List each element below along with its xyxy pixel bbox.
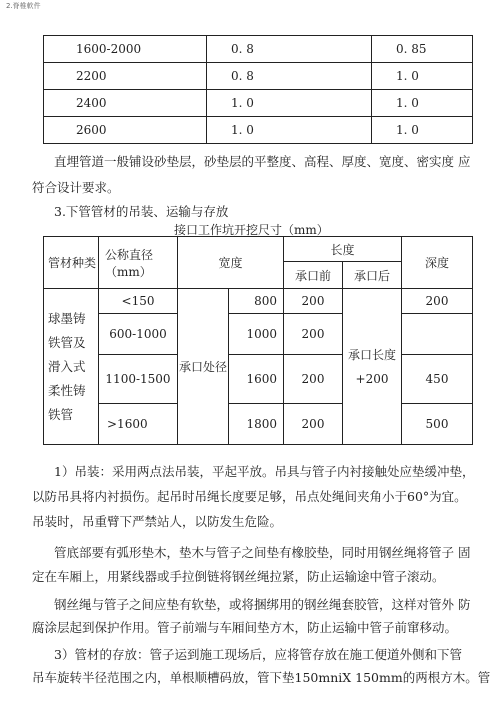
paragraph-line: 钢丝绳与管子之间应垫有软垫，或将捆绑用的钢丝绳套胶管，这样对管外 防	[54, 597, 471, 612]
before-cell: 200	[284, 404, 343, 445]
table-cell: 2200	[44, 63, 207, 90]
table-cell: 0. 8	[207, 63, 372, 90]
table-cell: 1. 0	[207, 90, 372, 117]
header-material: 管材种类	[44, 237, 99, 289]
table-row	[44, 63, 473, 90]
table-row	[44, 289, 473, 314]
paragraph-line: 管底部要有弧形垫木，垫木与管子之间垫有橡胶垫，同时用钢丝绳将管子 固	[54, 545, 471, 560]
section-title: 3.下管管材的吊装、运输与存放	[54, 204, 229, 219]
paragraph-line: 1）吊装：采用两点法吊装，平起平放。吊具与管子内衬接触处应垫缓冲垫，	[54, 464, 475, 479]
header-width: 宽度	[178, 237, 284, 289]
paragraph-line: 3）管材的存放：管子运到施工现场后，应将管存放在施工便道外侧和下管	[54, 647, 462, 662]
width-cell: 800	[229, 289, 284, 314]
paragraph-line: 符合设计要求。	[32, 180, 120, 195]
paragraph-line: 直埋管道一般铺设砂垫层，砂垫层的平整度、高程、厚度、宽度、密实度 应	[54, 154, 471, 169]
table-cell: 0. 85	[372, 36, 473, 63]
table-caption: 接口工作坑开挖尺寸（mm）	[174, 223, 329, 237]
page-header: 2.脊椎軟件	[6, 2, 41, 10]
table-row	[44, 117, 473, 144]
width-cell: 1800	[229, 404, 284, 445]
length-label: 承口长度+200	[343, 289, 402, 445]
table-cell: 2400	[44, 90, 207, 117]
paragraph-line: 定在车厢上，用紧线器或手拉倒链将钢丝绳拉紧，防止运输途中管子滚动。	[32, 569, 445, 584]
table-row	[44, 404, 473, 445]
material-desc: 球墨铸铁管及滑入式柔性铸铁管	[44, 289, 99, 445]
paragraph-line: 腐涂层起到保护作用。管子前端与车厢间垫方木，防止运输中管子前窜移动。	[32, 620, 458, 635]
depth-cell: 450	[402, 355, 473, 404]
width-label: 承口处径	[178, 289, 229, 445]
depth-cell: 500	[402, 404, 473, 445]
table-header-row	[44, 237, 473, 262]
table-cell: 1600-2000	[44, 36, 207, 63]
header-after: 承口后	[343, 262, 402, 289]
before-cell: 200	[284, 355, 343, 404]
diameter-cell: >1600	[99, 404, 178, 445]
width-cell: 1000	[229, 314, 284, 355]
table-pit-dimensions	[43, 236, 473, 445]
table-row	[44, 355, 473, 404]
table-cell: 1. 0	[372, 63, 473, 90]
depth-cell: 200	[402, 289, 473, 314]
paragraph-line: 吊装时，吊重臂下严禁站人，以防发生危险。	[32, 514, 283, 529]
table-cell: 1. 0	[372, 117, 473, 144]
table-cell: 1. 0	[207, 117, 372, 144]
before-cell: 200	[284, 289, 343, 314]
table-cell: 2600	[44, 117, 207, 144]
header-diameter: 公称直径（mm）	[99, 237, 178, 289]
header-depth: 深度	[402, 237, 473, 289]
table-row	[44, 314, 473, 355]
before-cell: 200	[284, 314, 343, 355]
table-row	[44, 36, 473, 63]
table-cell: 0. 8	[207, 36, 372, 63]
table-cell: 1. 0	[372, 90, 473, 117]
paragraph-line: 以防吊具将内衬损伤。起吊时吊绳长度要足够，吊点处绳间夹角小于60°为宜。	[32, 489, 467, 504]
diameter-cell: <150	[99, 289, 178, 314]
table-thickness	[43, 35, 473, 144]
depth-cell	[402, 314, 473, 355]
paragraph-line: 吊车旋转半径范围之内，单根顺槽码放，管下垫150mniX 150mm的两根方木。管	[32, 670, 491, 685]
diameter-cell: 1100-1500	[99, 355, 178, 404]
diameter-cell: 600-1000	[99, 314, 178, 355]
header-before: 承口前	[284, 262, 343, 289]
width-cell: 1600	[229, 355, 284, 404]
table-row	[44, 90, 473, 117]
header-length: 长度	[284, 237, 402, 262]
